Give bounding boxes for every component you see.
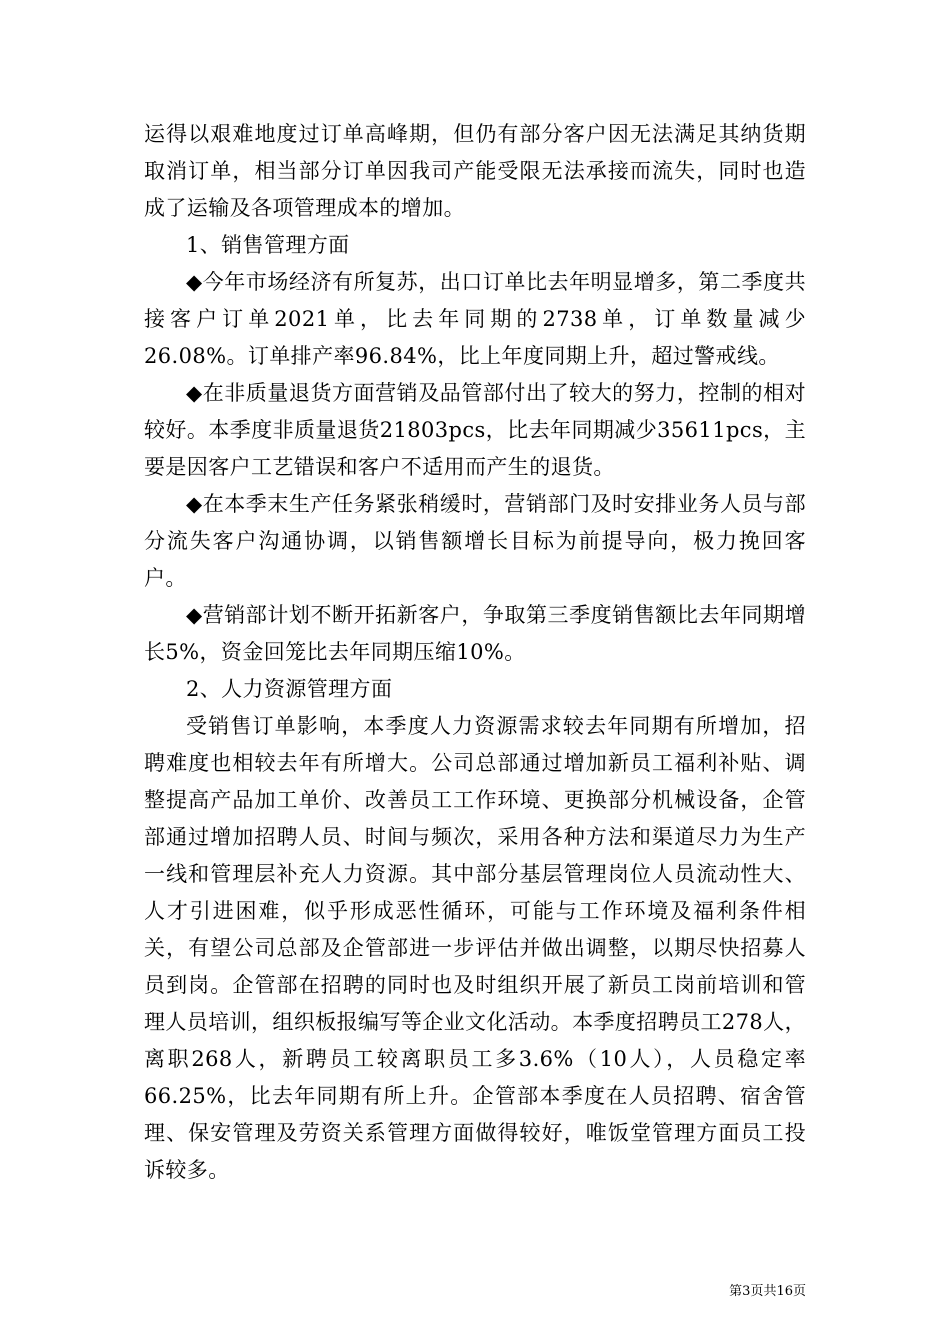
section-heading-sales: 1、销售管理方面 xyxy=(186,233,350,257)
paragraph-orders: ◆今年市场经济有所复苏，出口订单比去年明显增多，第二季度共接客户订单2021单，比去年同期的2738单，订单数量减少26.08%。订单排产率96.84%，比上年度同期上升，超过警戒线。 xyxy=(144,270,806,368)
paragraph-customer-recovery: ◆在本季末生产任务紧张稍缓时，营销部门及时安排业务人员与部分流失客户沟通协调，以销售额增长目标为前提导向，极力挽回客户。 xyxy=(144,492,806,590)
paragraph-sales-plan: ◆营销部计划不断开拓新客户，争取第三季度销售额比去年同期增长5%，资金回笼比去年同期压缩10%。 xyxy=(144,603,806,664)
section-heading-hr: 2、人力资源管理方面 xyxy=(186,677,393,701)
page-number-footer: 第3页共16页 xyxy=(729,1284,806,1299)
paragraph-returns: ◆在非质量退货方面营销及品管部付出了较大的努力，控制的相对较好。本季度非质量退货21803pcs，比去年同期减少35611pcs，主要是因客户工艺错误和客户不适用而产生的退货。 xyxy=(144,381,806,479)
paragraph-hr-details: 受销售订单影响，本季度人力资源需求较去年同期有所增加，招聘难度也相较去年有所增大。公司总部通过增加新员工福利补贴、调整提高产品加工单价、改善员工工作环境、更换部分机械设备，企管部通过增加招聘人员、时间与频次，采用各种方法和渠道尽力为生产一线和管理层补充人力资源。其中部分基层管理岗位人员流动性大、人才引进困难，似乎形成恶性循环，可能与工作环境及福利条件相关，有望公司总部及企管部进一步评估并做出调整，以期尽快招募人员到岗。企管部在招聘的同时也及时组织开展了新员工岗前培训和管理人员培训，组织板报编写等企业文化活动。本季度招聘员工278人，离职268人，新聘员工较离职员工多3.6%（10人），人员稳定率66.25%，比去年同期有所上升。企管部本季度在人员招聘、宿舍管理、保安管理及劳资关系管理方面做得较好，唯饭堂管理方面员工投诉较多。 xyxy=(144,714,806,1182)
document-body xyxy=(144,116,806,1189)
paragraph-continuation: 运得以艰难地度过订单高峰期，但仍有部分客户因无法满足其纳货期取消订单，相当部分订单因我司产能受限无法承接而流失，同时也造成了运输及各项管理成本的增加。 xyxy=(144,122,806,220)
